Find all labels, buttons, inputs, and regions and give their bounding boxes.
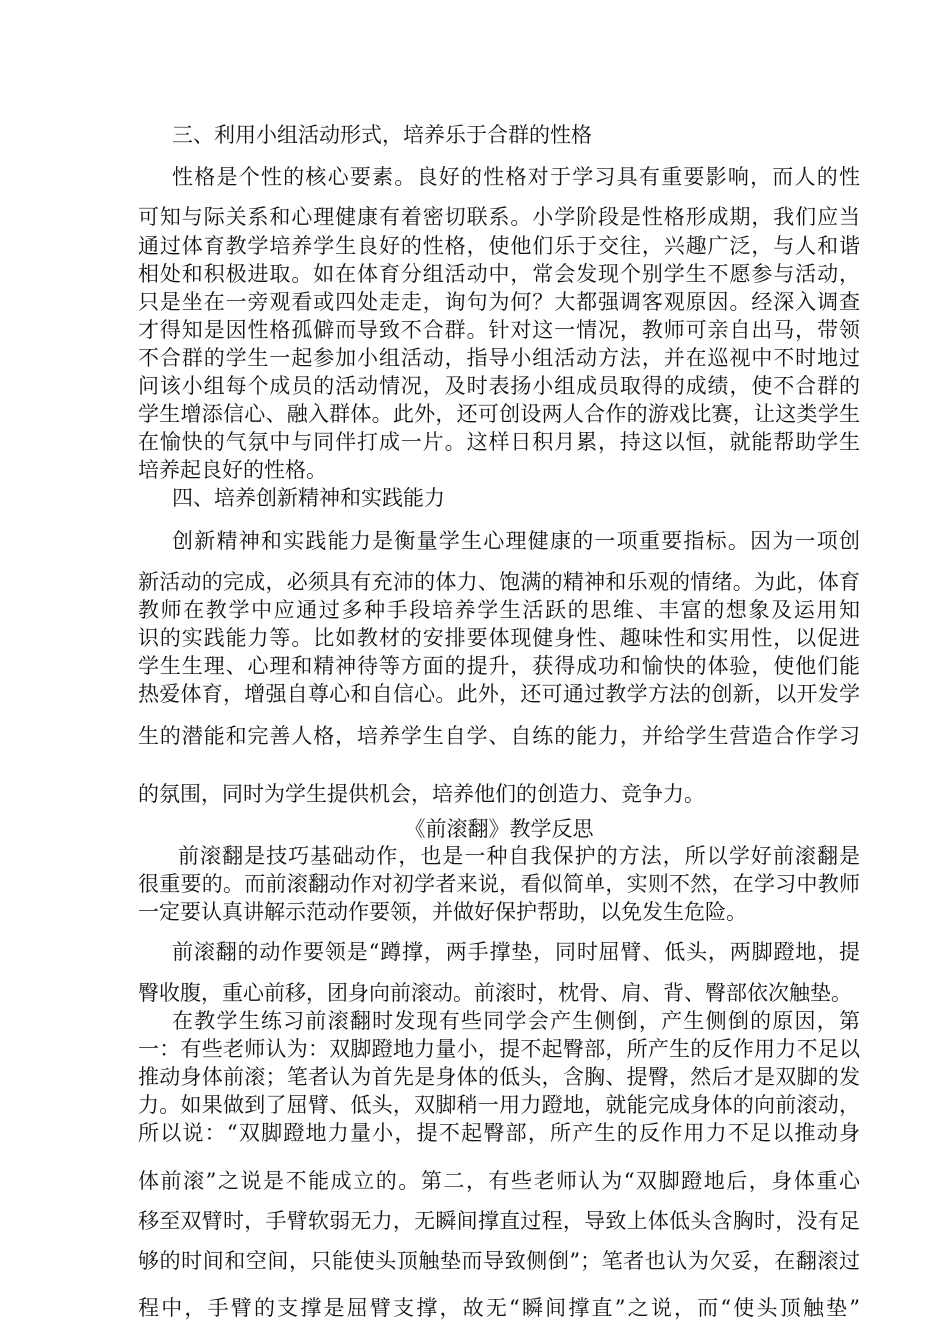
reflection-p3-line-3: 推动身体前滚；笔者认为首先是身体的低头，含胸、提臀，然后才是双脚的发 — [138, 1065, 860, 1089]
section4-line-4: 识的实践能力等。比如教材的安排要体现健身性、趣味性和实用性，以促进 — [138, 626, 860, 650]
section3-line-3: 通过体育教学培养学生良好的性格，使他们乐于交往，兴趣广泛，与人和谐 — [138, 234, 860, 258]
section4-line-6: 热爱体育，增强自尊心和自信心。此外，还可通过教学方法的创新，以开发学 — [138, 682, 860, 706]
reflection-p2-line-1: 前滚翻的动作要领是“蹲撑，两手撑垫，同时屈臂、低头，两脚蹬地，提 — [172, 940, 860, 964]
section3-line-8: 问该小组每个成员的活动情况，及时表扬小组成员取得的成绩，使不合群的 — [138, 374, 860, 398]
section4-line-5: 学生生理、心理和精神待等方面的提升，获得成功和愉快的体验，使他们能 — [138, 654, 860, 678]
section3-line-11: 培养起良好的性格。 — [138, 458, 327, 482]
section3-line-7: 不合群的学生一起参加小组活动，指导小组活动方法，并在巡视中不时地过 — [138, 346, 860, 370]
reflection-p2-line-2: 臀收腹，重心前移，团身向前滚动。前滚时，枕骨、肩、背、臀部依次触垫。 — [138, 981, 852, 1005]
section4-line-1: 创新精神和实践能力是衡量学生心理健康的一项重要指标。因为一项创 — [172, 529, 860, 553]
reflection-title: 《前滚翻》教学反思 — [404, 817, 594, 841]
reflection-p3-line-7: 移至双臂时，手臂软弱无力，无瞬间撑直过程，导致上体低头含胸时，没有足 — [138, 1209, 860, 1233]
reflection-p3-line-6: 体前滚”之说是不能成立的。第二，有些老师认为“双脚蹬地后，身体重心 — [138, 1169, 860, 1193]
reflection-p3-line-2: 一：有些老师认为：双脚蹬地力量小，提不起臀部，所产生的反作用力不足以 — [138, 1037, 860, 1061]
section3-line-9: 学生增添信心、融入群体。此外，还可创设两人合作的游戏比赛，让这类学生 — [138, 402, 860, 426]
section4-line-2: 新活动的完成，必须具有充沛的体力、饱满的精神和乐观的情绪。为此，体育 — [138, 570, 860, 594]
reflection-p3-line-4: 力。如果做到了屈臂、低头，双脚稍一用力蹬地，就能完成身体的向前滚动， — [138, 1093, 860, 1117]
reflection-p1-line-1: 前滚翻是技巧基础动作，也是一种自我保护的方法，所以学好前滚翻是 — [178, 844, 860, 868]
section4-line-7: 生的潜能和完善人格，培养学生自学、自练的能力，并给学生营造合作学习 — [138, 724, 860, 748]
reflection-p3-line-1: 在教学生练习前滚翻时发现有些同学会产生侧倒，产生侧倒的原因，第 — [172, 1009, 860, 1033]
section4-line-8: 的氛围，同时为学生提供机会，培养他们的创造力、竞争力。 — [138, 782, 705, 806]
section3-line-1: 性格是个性的核心要素。良好的性格对于学习具有重要影响，而人的性 — [172, 165, 860, 189]
reflection-p1-line-2: 很重要的。而前滚翻动作对初学者来说，看似简单，实则不然，在学习中教师 — [138, 872, 860, 896]
reflection-p3-line-5: 所以说：“双脚蹬地力量小，提不起臀部，所产生的反作用力不足以推动身 — [138, 1121, 860, 1145]
reflection-p1-line-3: 一定要认真讲解示范动作要领，并做好保护帮助，以免发生危险。 — [138, 900, 747, 924]
reflection-p3-line-8: 够的时间和空间，只能使头顶触垫而导致侧倒”；笔者也认为欠妥，在翻滚过 — [138, 1249, 860, 1273]
section3-heading: 三、利用小组活动形式，培养乐于合群的性格 — [172, 123, 592, 147]
section3-line-4: 相处和积极进取。如在体育分组活动中，常会发现个别学生不愿参与活动， — [138, 262, 860, 286]
section3-line-2: 可知与际关系和心理健康有着密切联系。小学阶段是性格形成期，我们应当 — [138, 205, 860, 229]
section3-line-6: 才得知是因性格孤僻而导致不合群。针对这一情况，教师可亲自出马，带领 — [138, 318, 860, 342]
section4-heading: 四、培养创新精神和实践能力 — [172, 486, 445, 510]
section3-line-5: 只是坐在一旁观看或四处走走，询句为何？大都强调客观原因。经深入调查 — [138, 290, 860, 314]
reflection-p3-line-9: 程中，手臂的支撑是屈臂支撑，故无“瞬间撑直”之说，而“使头顶触垫” — [138, 1296, 860, 1320]
section4-line-3: 教师在教学中应通过多种手段培养学生活跃的思维、丰富的想象及运用知 — [138, 598, 860, 622]
section3-line-10: 在愉快的气氛中与同伴打成一片。这样日积月累，持这以恒，就能帮助学生 — [138, 430, 860, 454]
